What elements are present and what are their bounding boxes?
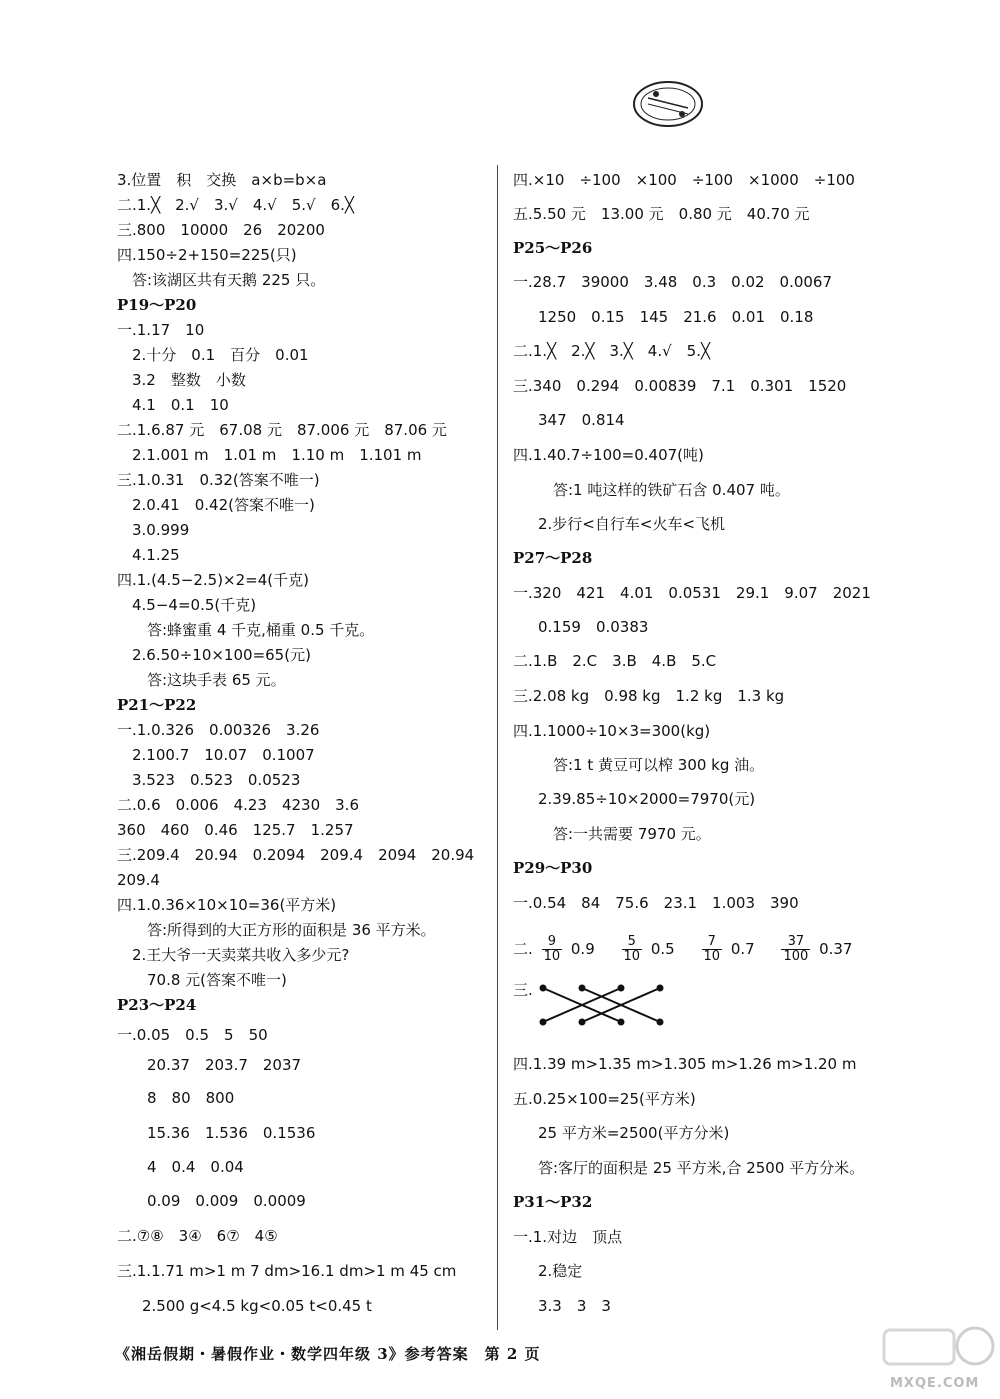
answer-line: 2.500 g<4.5 kg<0.05 t<0.45 t [142, 1297, 372, 1315]
answer-line: 四.1.(4.5−2.5)×2=4(千克) [117, 571, 309, 589]
decimal-value: 0.37 [819, 940, 853, 958]
answer-line: 2.王大爷一天卖菜共收入多少元? [132, 946, 350, 964]
answer-line: 三.2.08 kg 0.98 kg 1.2 kg 1.3 kg [513, 687, 785, 705]
answer-line: 2.100.7 10.07 0.1007 [132, 746, 315, 764]
answer-line: 2.稳定 [538, 1262, 583, 1280]
answer-line: 209.4 [117, 871, 160, 889]
answer-line: 2.39.85÷10×2000=7970(元) [538, 790, 756, 808]
item-prefix: 二. [513, 940, 533, 958]
answer-line: 一.1.0.326 0.00326 3.26 [117, 721, 320, 739]
match-dot [540, 1019, 547, 1026]
answer-line: 五.0.25×100=25(平方米) [513, 1090, 696, 1108]
answer-line: 答:这块手表 65 元。 [147, 671, 286, 689]
answer-line: 三. [513, 981, 533, 999]
answer-line: 20.37 203.7 2037 [147, 1056, 302, 1074]
match-dot [618, 985, 625, 992]
fraction [622, 935, 643, 964]
answer-line: 15.36 1.536 0.1536 [147, 1124, 316, 1142]
answer-line: 二.0.6 0.006 4.23 4230 3.6 [117, 796, 359, 814]
answer-line: 答:该湖区共有天鹅 225 只。 [132, 271, 326, 289]
answer-line: 一.1.对边 顶点 [513, 1228, 623, 1246]
page-footer: 《湘岳假期・暑假作业・数学四年级 3》参考答案 第 2 页 [115, 1345, 541, 1363]
section-heading: P19～P20 [117, 296, 197, 314]
answer-line: 360 460 0.46 125.7 1.257 [117, 821, 354, 839]
answer-line: 0.09 0.009 0.0009 [147, 1192, 306, 1210]
seal-stamp-icon [630, 78, 706, 130]
answer-line: 70.8 元(答案不唯一) [147, 971, 287, 989]
answer-line: 3.0.999 [132, 521, 190, 539]
section-heading: P27～P28 [513, 549, 593, 567]
fraction [702, 935, 723, 964]
answer-line: 三.1.1.71 m>1 m 7 dm>16.1 dm>1 m 45 cm [117, 1262, 457, 1280]
denominator: 10 [623, 949, 641, 964]
answer-line: 25 平方米=2500(平方分米) [538, 1124, 730, 1142]
decimal-value: 0.5 [650, 940, 675, 958]
numerator: 37 [781, 935, 810, 950]
answer-line: 4.1 0.1 10 [132, 396, 229, 414]
answer-line: 2.0.41 0.42(答案不唯一) [132, 496, 315, 514]
answer-line: 三.209.4 20.94 0.2094 209.4 2094 20.94 [117, 846, 475, 864]
watermark-text: MXQE.COM [890, 1376, 980, 1391]
answer-line: 四.1.0.36×10×10=36(平方米) [117, 896, 337, 914]
denominator: 10 [703, 949, 721, 964]
answer-line: 三.340 0.294 0.00839 7.1 0.301 1520 [513, 377, 847, 395]
answer-line: 4.5−4=0.5(千克) [132, 596, 257, 614]
answer-line: 8 80 800 [147, 1089, 235, 1107]
numerator: 7 [702, 935, 723, 950]
answer-line: 二.⑦⑧ 3④ 6⑦ 4⑤ [117, 1227, 278, 1245]
answer-line: 4.1.25 [132, 546, 180, 564]
denominator: 10 [543, 949, 561, 964]
answer-line: 答:客厅的面积是 25 平方米,合 2500 平方分米。 [538, 1159, 865, 1177]
answer-line: 二.1.6.87 元 67.08 元 87.006 元 87.06 元 [117, 421, 447, 439]
answer-line: 四.1.39 m>1.35 m>1.305 m>1.26 m>1.20 m [513, 1055, 857, 1073]
section-heading: P29～P30 [513, 859, 593, 877]
answer-line: 二.1.B 2.C 3.B 4.B 5.C [513, 652, 717, 670]
answer-line: 一.28.7 39000 3.48 0.3 0.02 0.0067 [513, 273, 833, 291]
denominator: 100 [783, 949, 809, 964]
answer-line: 3.2 整数 小数 [132, 371, 246, 389]
matching-lines-diagram [535, 980, 665, 1030]
answer-line: 0.159 0.0383 [538, 618, 649, 636]
answer-line: 1250 0.15 145 21.6 0.01 0.18 [538, 308, 814, 326]
decimal-value: 0.9 [570, 940, 595, 958]
answer-line: 三.800 10000 26 20200 [117, 221, 325, 239]
answer-line: 一.320 421 4.01 0.0531 29.1 9.07 2021 [513, 584, 871, 602]
answer-line: 五.5.50 元 13.00 元 0.80 元 40.70 元 [513, 205, 810, 223]
match-dot [579, 1019, 586, 1026]
match-dot [540, 985, 547, 992]
answer-line: 2.步行<自行车<火车<飞机 [538, 515, 726, 533]
section-heading: P23～P24 [117, 996, 197, 1014]
match-dot [579, 985, 586, 992]
answer-line: 答:一共需要 7970 元。 [553, 825, 711, 843]
decimal-value: 0.7 [730, 940, 755, 958]
section-heading: P21～P22 [117, 696, 197, 714]
answer-line: 答:1 吨这样的铁矿石含 0.407 吨。 [553, 481, 790, 499]
fraction-answer-line [513, 932, 852, 966]
answer-line: 3.523 0.523 0.0523 [132, 771, 301, 789]
answer-line: 4 0.4 0.04 [147, 1158, 244, 1176]
answer-line: 答:1 t 黄豆可以榨 300 kg 油。 [553, 756, 765, 774]
section-heading: P25～P26 [513, 239, 593, 257]
answer-line: 一.0.05 0.5 5 50 [117, 1026, 268, 1044]
answer-line: 答:所得到的大正方形的面积是 36 平方米。 [147, 921, 436, 939]
match-dot [657, 985, 664, 992]
answer-line: 四.×10 ÷100 ×100 ÷100 ×1000 ÷100 [513, 171, 855, 189]
numerator: 5 [622, 935, 643, 950]
section-heading: P31～P32 [513, 1193, 593, 1211]
answer-line: 3.3 3 3 [538, 1297, 611, 1315]
answer-line: 347 0.814 [538, 411, 625, 429]
answer-line: 3.位置 积 交换 a×b=b×a [117, 171, 327, 189]
fraction [542, 935, 563, 964]
answer-line: 四.1.40.7÷100=0.407(吨) [513, 446, 704, 464]
match-dot [618, 1019, 625, 1026]
answer-line: 四.1.1000÷10×3=300(kg) [513, 722, 711, 740]
answer-line: 四.150÷2+150=225(只) [117, 246, 297, 264]
answer-line: 一.1.17 10 [117, 321, 205, 339]
answer-line: 2.十分 0.1 百分 0.01 [132, 346, 309, 364]
answer-line: 2.1.001 m 1.01 m 1.10 m 1.101 m [132, 446, 422, 464]
answer-line: 二.1.╳ 2.╳ 3.╳ 4.√ 5.╳ [513, 342, 711, 360]
column-divider [497, 165, 498, 1330]
match-dot [657, 1019, 664, 1026]
answer-line: 答:蜂蜜重 4 千克,桶重 0.5 千克。 [147, 621, 375, 639]
fraction [781, 935, 810, 964]
answer-line: 二.1.╳ 2.√ 3.√ 4.√ 5.√ 6.╳ [117, 196, 354, 214]
numerator: 9 [542, 935, 563, 950]
answer-line: 三.1.0.31 0.32(答案不唯一) [117, 471, 320, 489]
answer-line: 2.6.50÷10×100=65(元) [132, 646, 311, 664]
answer-line: 一.0.54 84 75.6 23.1 1.003 390 [513, 894, 799, 912]
watermark-logo-icon [880, 1320, 995, 1395]
